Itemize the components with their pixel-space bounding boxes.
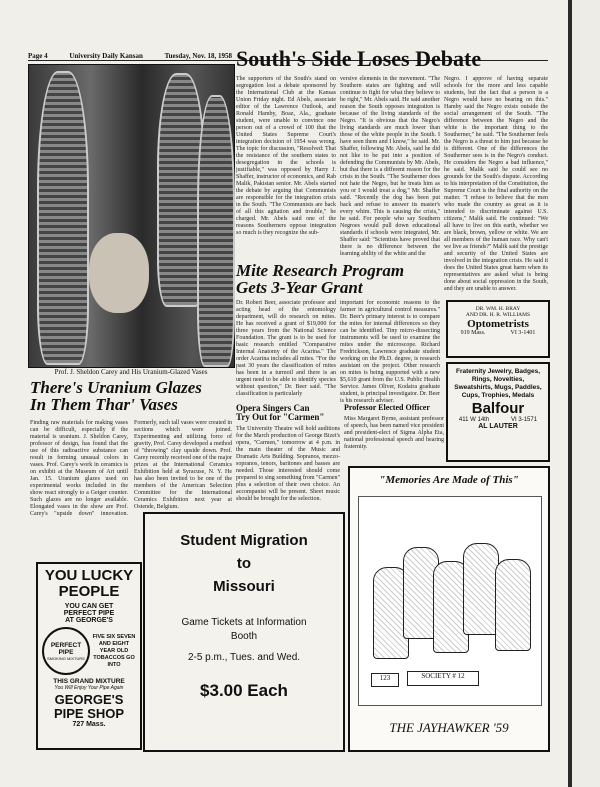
- optometrists-title: Optometrists: [467, 318, 529, 330]
- cartoon-sign-1: 123: [371, 673, 399, 687]
- migration-price: $3.00 Each: [200, 681, 288, 700]
- optometrist-name-2: AND DR. H. R. WILLIAMS: [465, 312, 531, 318]
- opera-headline-line1: Opera Singers Can: [236, 403, 310, 413]
- optometrists-phone: VI 3-1401: [510, 330, 536, 336]
- optometrist-name-1: DR. WM. H. BRAY: [475, 306, 521, 312]
- paper-name: University Daily Kansan: [69, 52, 143, 60]
- pipe-seal-1: PERFECT: [50, 641, 82, 649]
- uranium-headline: [30, 379, 235, 414]
- uranium-headline-line2: In Them Thar' Vases: [30, 395, 178, 415]
- professor-portrait: [89, 233, 149, 313]
- debate-column-3: Negro. I approve of having separate schools for the more and less capable students, but the fact that a person is a Negro would have no bearing on this." Hamby said the Negro exists outside the social arrangement of the South. "The difference between the Negro and the white is the important thing to the Southerner," he said. "The Southerner feels the Negro is a threat to him just because he is different. One of the differences the Southerner sees is in the Negro's conduct. He considers the Negro a bad influence," he said. Malik said he could see no grounds for the South's dispute. According to his interpretation of the Constitution, the Supreme Court is the final authority on the matter. "I refuse to believe that the men who made the country as great as it is intended to discriminate against U.S. citizens," Malik said. He continued: "We all have to live on this earth, whether we are black, brown, yellow or white. We are all members of the human race. Why can't we live as friends?" Malik said the prestige and security of the United States are involved in the integration crisis. He said it does the United States great harm when its representatives are asked what is being done about social oppression in the South, and they are unable to answer.: [444, 76, 548, 292]
- pipe-title-1: YOU LUCKY: [44, 567, 134, 584]
- opera-headline: [236, 404, 340, 422]
- pipe-shop-1: GEORGE'S: [54, 692, 124, 707]
- pipe-seal-2: PIPE: [58, 648, 74, 656]
- student-migration-ad: [143, 512, 345, 752]
- vase-right-shape: [197, 95, 235, 367]
- optometrists-address: 919 Mass.: [460, 330, 486, 336]
- page-number: Page 4: [28, 52, 48, 60]
- mite-column-2: important for economic reasons to the farmer in agricultural control measures." Dr. Beer's primary interest is to compare the mites for internal differences so they can be identified. Tiny micro-dissecting instruments will be used to examine the mites under the microscope. Richard Fredrickson, Lawrence graduate student working on the Ph.D. degree, is research assistant on the project. Other research on mites is being supported with a new $5,610 grant from the U.S. Public Health Service. James Oliver, Kodaira graduate student, is principal investigator. Dr. Beer is his research adviser.: [340, 300, 440, 404]
- pipe-shop-2: PIPE SHOP: [53, 706, 125, 721]
- opera-body: The University Theatre will hold auditions for the March production of George Bizet's opera, "Carmen," tomorrow at 4 p.m. in the main theater of the Music and Dramatic Arts Building. Sopranos, mezzo-sopranos, tenors, baritones and basses are needed. Those interested should come prepared to sing something from "Carmen" plus a selection of their own choice. An accompanist will be present. Sheet music should be brought for the selection.: [236, 426, 340, 502]
- cartoon-panel: [358, 496, 542, 706]
- debate-column-1: The supporters of the South's stand on segregation lost a debate sponsored by the International Club at the Kansas Union Friday night. Ed Abels, associate editor of the Lawrence Outlook, and Ronald Hamby, Boaz, Ala., graduate student, were unable to convince one person out of a crowd of 100 that the United States Supreme Court's integration decision of 1954 was wrong. The topic for discussion, "Resolved: That the resistance of the southern states to desegregation in the schools is justifiable," was opposed by Harry J. Shaffer, instructor of economics, and Rab Malik, Pakistan senior. Mr. Abels started the debate by arguing that Communists are responsible for the integration crisis in the South. "The Communists are back of all this agitation and trouble," he charged. Mr. Abels said one of the reasons Southerners oppose integration so much is they recognize the sub-: [236, 76, 336, 236]
- pipe-line-3: AT GEORGE'S: [65, 617, 113, 624]
- debate-headline: South's Side Loses Debate: [236, 46, 482, 71]
- pipe-seal-3: SMOKING MIXTURE: [46, 655, 85, 661]
- jayhawker-footer: THE JAYHAWKER '59: [389, 720, 509, 735]
- mite-headline-line1: Mite Research Program: [236, 261, 405, 280]
- pipe-shop-ad: [36, 562, 142, 750]
- mite-headline-line2: Gets 3-Year Grant: [236, 278, 363, 298]
- migration-line-1: Game Tickets at Information: [181, 617, 307, 628]
- vase-left-shape: [37, 71, 89, 365]
- vases-photo: [28, 64, 235, 368]
- cartoon-figure: [463, 543, 499, 635]
- migration-line-3: 2-5 p.m., Tues. and Wed.: [187, 652, 301, 663]
- elected-headline: Professor Elected Officer: [344, 403, 430, 412]
- balfour-contact: AL LAUTER: [478, 423, 518, 430]
- opera-headline-line2: Try Out for "Carmen": [236, 412, 325, 423]
- pipe-mixture: THIS GRAND MIXTURE: [53, 678, 125, 685]
- cartoon-figure: [495, 559, 531, 651]
- jayhawker-title: "Memories Are Made of This": [379, 474, 519, 486]
- migration-title-2: to: [236, 555, 252, 572]
- mite-headline: [236, 262, 446, 297]
- migration-title-3: Missouri: [213, 578, 275, 595]
- issue-date: Tuesday, Nov. 18, 1958: [164, 52, 232, 60]
- adjacent-page-edge: [572, 0, 600, 787]
- pipe-line-2: PERFECT PIPE: [63, 610, 115, 617]
- pipe-line-1: YOU CAN GET: [64, 603, 114, 610]
- balfour-ad: [446, 362, 550, 462]
- cartoon-sign-2: SOCIETY # 12: [407, 671, 479, 686]
- uranium-headline-line1: There's Uranium Glazes: [30, 378, 202, 397]
- pipe-title-2: PEOPLE: [58, 583, 120, 600]
- optometrists-ad: [446, 300, 550, 358]
- debate-column-2: versive elements in the movement. "The Southern states are fighting and will continue to fight for what they believe to be right," Mr. Abels said. He said another reason the South opposes integration is because of the living standards of the Negro. "It is obvious that the Negro's living standards are much lower than those of the white people in the South. I have seen them and I know," he said. Mr. Shaffer, following Mr. Abels, said he did not like to be put into a position of defending the Communists by Mr. Abels, but that there is a different reason for the crisis in the South. "The Southerner does not hate the Negro, but he treats him as you or I would treat a dog," Mr. Shaffer said. "Recently the dog has been put back and refuse to answer its master's every whim. This is causing the crisis," he said. For people who say Southern Negroes would pull down educational standards if schools were integrated, Mr. Shaffer said: "Scientists have proved that there is no difference between the learning ability of the white and the: [340, 76, 440, 257]
- balfour-phone: VI 3-1571: [511, 417, 538, 423]
- pipe-tagline: You Will Enjoy Your Pipe Again: [54, 685, 124, 691]
- uranium-body: Finding raw materials for making vases can be difficult, especially if the material is uranium. J. Sheldon Carey, professor of design, has found that the use of this radioactive substance can result in forming unusual colors in vases. Prof. Carey's work in ceramics is on exhibit at the Museum of Art until Jan. 15. Uranium glazes used on experimental works included in the show react strongly to a Geiger counter. Such glazes are no longer available. Elongated vases in the show are Prof. Carey's "upside down" innovation. Formerly, such tall vases were created in sections which were joined. Experimenting and utilizing force of gravity, Prof. Carey developed a method of "throwing" clay upside down. Prof. Carey recently received one of the major prizes at the International Ceramics Exhibition held at Syracuse, N. Y. He has also been invited to be one of the members of the American Selection Committee for the International Ceramics Exhibition next year at Ostende, Belgium.: [30, 420, 232, 517]
- pipe-address: 727 Mass.: [72, 721, 106, 728]
- jayhawker-ad: [348, 466, 550, 752]
- mite-column-1: Dr. Robert Beer, associate professor and acting head of the entomology department, will do research on mites. He has received a grant of $19,000 for three years from the National Science Foundation. The grant is to be used for basic research entitled "Comparative Internal Anatomy of the Acarina." The order Acarina includes all mites. "For the past 30 years the classification of mites has been in a turmoil and there is an urgent need to be able to identify species without question," Dr. Beer said. "The classification is particularly: [236, 300, 336, 397]
- pipe-blend: FIVE SIX SEVEN AND EIGHT YEAR OLD TOBACCOS GO INTO: [92, 633, 136, 668]
- balfour-address: 411 W 14th: [458, 417, 490, 423]
- balfour-items: Fraternity Jewelry, Badges, Rings, Novelties, Sweatshirts, Mugs, Paddles, Cups, Trophies, Medals: [454, 368, 542, 399]
- elected-body: Miss Margaret Byrne, assistant professor of speech, has been named vice president and president-elect of Sigma Alpha Eta, national professional speech and hearing fraternity.: [344, 416, 444, 450]
- page-header: [28, 52, 232, 60]
- photo-caption: Prof. J. Sheldon Carey and His Uranium-Glazed Vases: [54, 368, 208, 376]
- migration-title-1: Student Migration: [180, 532, 308, 549]
- migration-line-2: Booth: [230, 631, 258, 642]
- balfour-name: Balfour: [471, 400, 525, 417]
- pipe-seal: [42, 627, 90, 675]
